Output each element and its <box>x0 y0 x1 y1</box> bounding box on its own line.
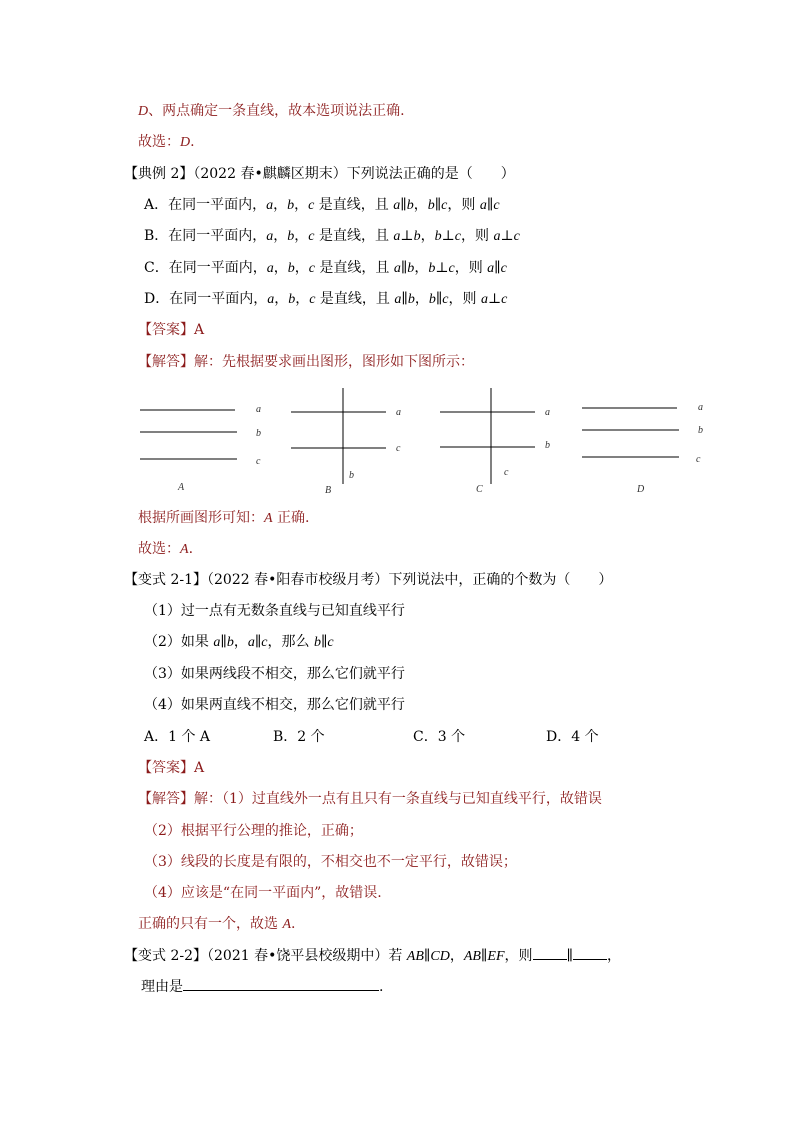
option-letter: D <box>138 104 149 119</box>
variant2-1-analysis-3: （3）线段的长度是有限的，不相交也不一定平行，故错误； <box>144 854 517 870</box>
variant2-2-question <box>124 945 621 967</box>
relation: a∥c <box>247 635 268 650</box>
variant2-1-item-2 <box>144 632 334 653</box>
variant2-1-analysis-1 <box>138 789 602 809</box>
relation: a∥b <box>213 635 234 650</box>
variant2-1-analysis-2: （2）根据平行公理的推论，正确； <box>144 823 363 839</box>
sep: ， <box>414 260 429 276</box>
sep: ， <box>420 228 435 244</box>
relation: a∥b <box>393 261 415 276</box>
reason-blank[interactable] <box>183 976 379 991</box>
option-text: C．在同一平面内， <box>144 260 267 276</box>
answer-value: A <box>194 760 205 776</box>
choose-suffix: . <box>188 541 194 557</box>
item-mid: ，那么 <box>267 634 314 650</box>
variant-source: （2022 春•阳春市校级月考）下列说法中，正确的个数为（ ） <box>207 572 613 588</box>
variant2-1-analysis-4: （4）应该是“在同一平面内”，故错误. <box>144 885 382 901</box>
option-mid: 是直线，且 <box>314 197 394 213</box>
option-text: A．在同一平面内， <box>144 197 267 213</box>
parallel-symbol: ∥ <box>566 949 573 964</box>
example2-option-b <box>144 226 520 247</box>
var: a <box>266 261 274 276</box>
variant2-1-choice-b: B．2 个 <box>273 729 325 745</box>
answer-value: A <box>194 322 205 338</box>
variant2-1-choice-c: C．3 个 <box>413 729 466 745</box>
relation: a⊥c <box>493 229 520 244</box>
sep: ， <box>449 948 464 964</box>
relation: a∥b <box>393 198 414 213</box>
solution-text: 、两点确定一条直线，故本选项说法正确. <box>148 103 405 119</box>
conclusion-suffix: . <box>190 134 195 150</box>
item-pre: （2）如果 <box>144 634 214 650</box>
relation: a∥c <box>479 198 500 213</box>
fig-label-a: a <box>256 404 261 415</box>
relation: a⊥c <box>480 292 508 307</box>
variant2-2-reason <box>141 976 383 997</box>
fig-label-b: b <box>545 440 550 451</box>
analysis-suffix: . <box>291 916 296 932</box>
sep: ， <box>274 291 289 307</box>
example2-analysis <box>138 352 474 372</box>
parallel-lines-figure <box>0 380 794 500</box>
var: b <box>287 198 295 213</box>
sep: ， <box>233 634 248 650</box>
example2-option-d <box>144 289 507 310</box>
example-source: （2022 春•麒麟区期末）下列说法正确的是（ ） <box>193 166 515 182</box>
sep: ， <box>294 197 309 213</box>
var: a <box>267 292 275 307</box>
fig-label-b: b <box>349 470 354 481</box>
relation: AB∥EF <box>463 949 505 964</box>
analysis-tag: 【解答】 <box>138 354 194 370</box>
analysis-var: A <box>282 917 292 932</box>
conclusion-prefix: 故选： <box>138 134 180 150</box>
variant2-1-heading <box>124 570 612 590</box>
sep: ， <box>273 197 288 213</box>
fig-caption-b: B <box>325 485 332 496</box>
option-text: B．在同一平面内， <box>144 228 267 244</box>
answer-blank[interactable] <box>533 945 567 960</box>
variant-tag: 【变式 2-2】 <box>124 948 207 964</box>
answer-blank[interactable] <box>573 945 607 960</box>
option-tail: ，则 <box>447 197 480 213</box>
relation: AB∥CD <box>406 949 450 964</box>
fig-label-b: b <box>256 428 261 439</box>
variant2-1-choice-d: D．4 个 <box>546 729 599 745</box>
relation: b∥c <box>428 292 449 307</box>
fig-caption-c: C <box>476 484 483 495</box>
sep: ， <box>273 228 288 244</box>
sep: ， <box>606 948 621 964</box>
example2-conclusion <box>138 508 309 529</box>
question-then: ，则 <box>504 948 533 964</box>
solution-conclusion <box>138 132 195 153</box>
option-mid: 是直线，且 <box>315 291 395 307</box>
var: b <box>287 229 295 244</box>
option-tail: ，则 <box>460 228 494 244</box>
relation: a∥b <box>394 292 415 307</box>
var: c <box>308 229 315 244</box>
fig-label-a: a <box>545 407 550 418</box>
example2-heading <box>124 164 515 184</box>
example2-answer <box>138 320 204 340</box>
variant2-1-answer <box>138 758 204 778</box>
relation: b∥c <box>427 198 448 213</box>
fig-label-c: c <box>504 467 509 478</box>
analysis-text: 解：先根据要求画出图形，图形如下图所示： <box>194 354 474 370</box>
example-tag: 【典例 2】 <box>124 166 194 182</box>
var: c <box>308 198 315 213</box>
choose-prefix: 故选： <box>138 541 180 557</box>
example2-option-c <box>144 258 507 279</box>
relation: b∥c <box>313 635 334 650</box>
var: a <box>266 198 274 213</box>
variant2-1-item-3: （3）如果两线段不相交，那么它们就平行 <box>144 666 405 682</box>
var: c <box>308 261 315 276</box>
fig-label-b: b <box>698 425 703 436</box>
reason-label: 理由是 <box>141 979 183 995</box>
answer-tag: 【答案】 <box>138 322 194 338</box>
relation: b⊥c <box>428 261 455 276</box>
fig-label-c: c <box>256 456 261 467</box>
variant2-1-analysis-5 <box>138 914 295 935</box>
var: b <box>288 292 296 307</box>
sep: ， <box>294 260 309 276</box>
option-mid: 是直线，且 <box>314 228 394 244</box>
conclusion-prefix: 根据所画图形可知： <box>138 510 264 526</box>
sep: ， <box>414 291 429 307</box>
sep: ， <box>273 260 288 276</box>
sep: ， <box>295 291 310 307</box>
fig-label-a: a <box>396 407 401 418</box>
answer-tag: 【答案】 <box>138 760 194 776</box>
variant2-1-choice-a: A．1 个 A <box>144 729 211 745</box>
fig-label-c: c <box>696 454 701 465</box>
fig-label-c: c <box>396 443 401 454</box>
conclusion-suffix: 正确. <box>272 510 310 526</box>
end-period: . <box>379 979 384 995</box>
variant2-1-item-4: （4）如果两直线不相交，那么它们就平行 <box>144 697 405 713</box>
option-text: D．在同一平面内， <box>144 291 268 307</box>
example2-option-a <box>144 195 500 216</box>
variant-source: （2021 春•饶平县校级期中）若 <box>207 948 407 964</box>
relation: a∥c <box>487 261 507 276</box>
option-tail: ，则 <box>454 260 488 276</box>
fig-caption-a: A <box>178 482 185 493</box>
choose-answer: A <box>180 542 189 557</box>
analysis-tag: 【解答】 <box>138 791 194 807</box>
solution-line-d <box>138 101 405 122</box>
var: a <box>266 229 274 244</box>
example2-choose <box>138 539 193 560</box>
var: b <box>287 261 295 276</box>
sep: ， <box>413 197 428 213</box>
relation: a⊥b <box>393 229 421 244</box>
option-mid: 是直线，且 <box>314 260 394 276</box>
fig-caption-d: D <box>637 484 645 495</box>
conclusion-var: A <box>264 511 273 526</box>
variant-tag: 【变式 2-1】 <box>124 572 207 588</box>
analysis-text: 解：（1）过直线外一点有且只有一条直线与已知直线平行，故错误 <box>194 791 602 807</box>
sep: ， <box>294 228 309 244</box>
fig-label-a: a <box>698 402 703 413</box>
analysis-pre: 正确的只有一个，故选 <box>138 916 283 932</box>
conclusion-answer: D <box>180 135 191 150</box>
relation: b⊥c <box>434 229 461 244</box>
option-tail: ，则 <box>448 291 481 307</box>
variant2-1-item-1: （1）过一点有无数条直线与已知直线平行 <box>144 603 405 619</box>
var: c <box>309 292 316 307</box>
